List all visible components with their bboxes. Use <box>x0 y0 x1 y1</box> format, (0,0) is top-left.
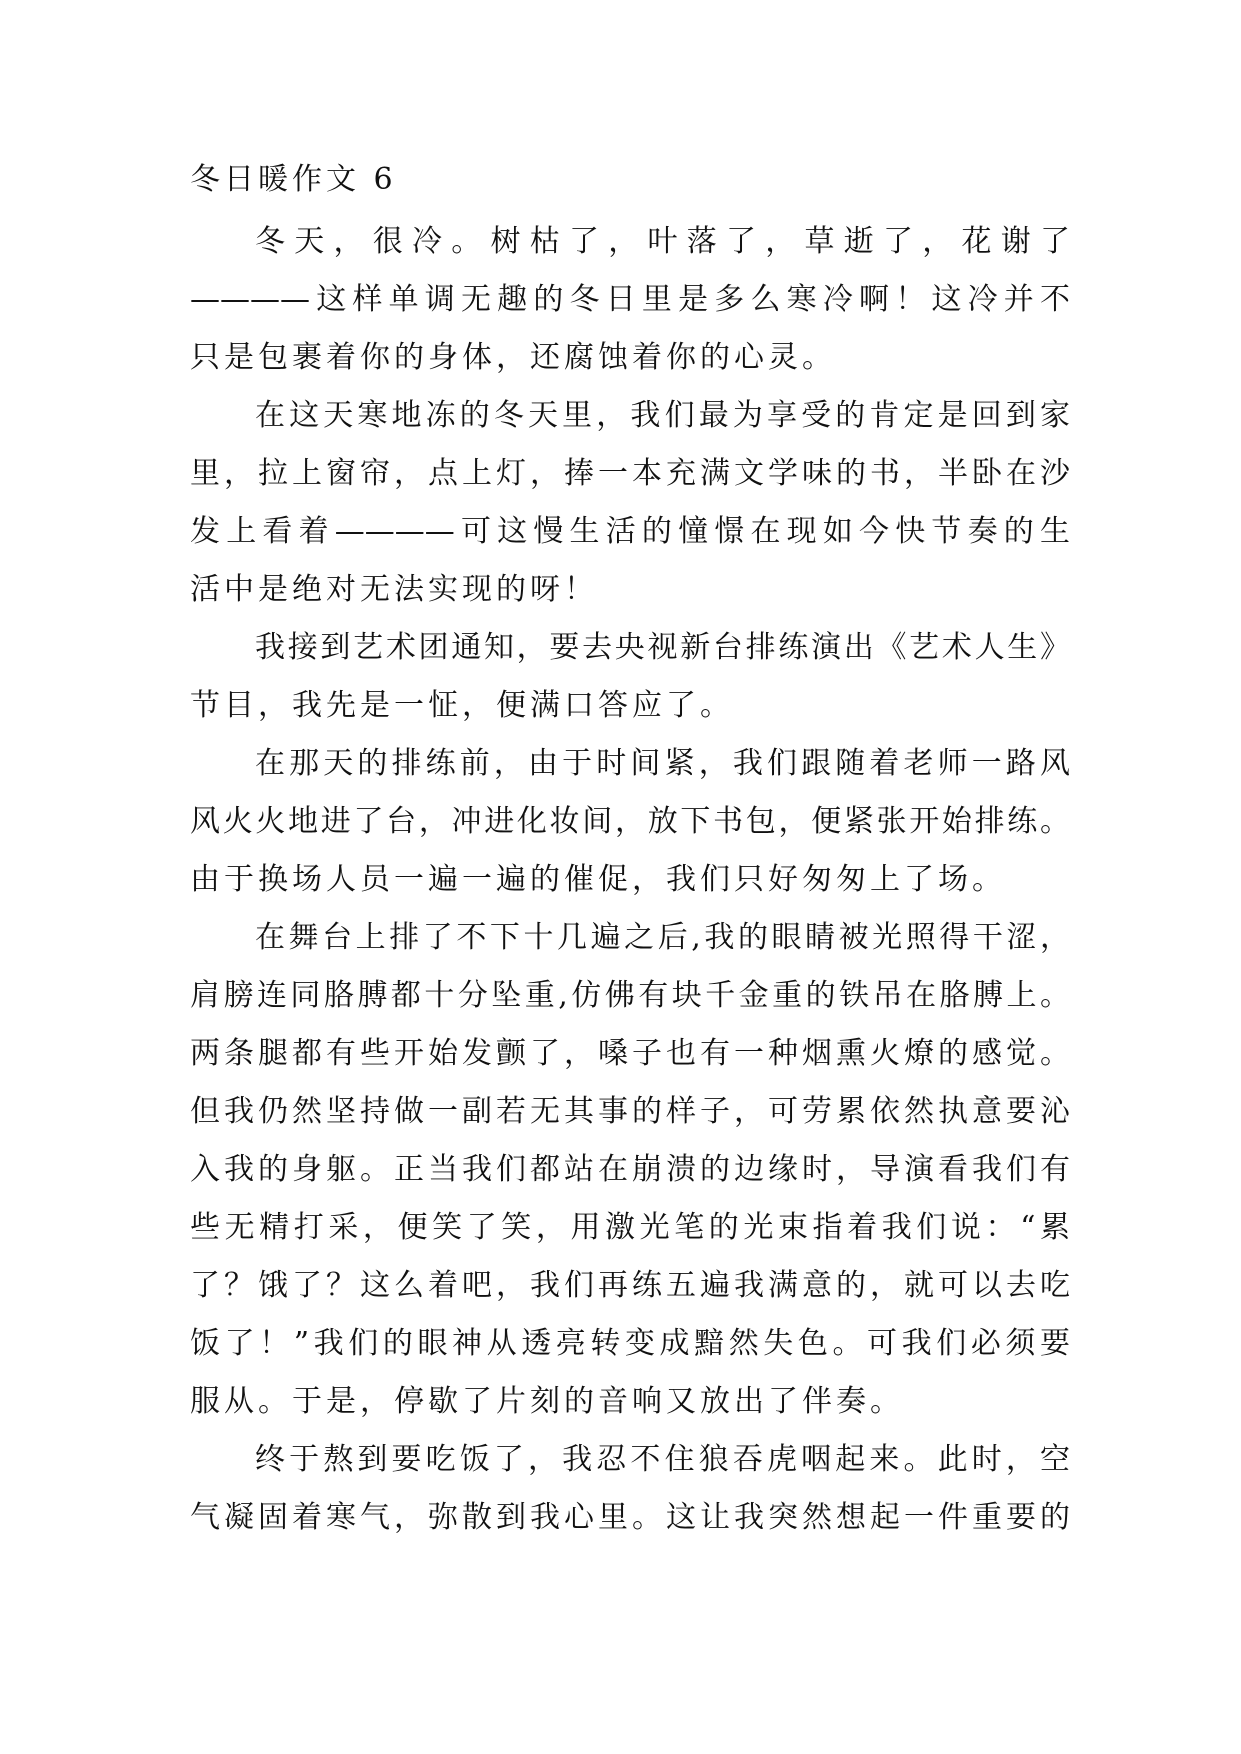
paragraph-line: 由于换场人员一遍一遍的催促，我们只好匆匆上了场。 <box>190 862 1006 897</box>
paragraph-line: 了？饿了？这么着吧，我们再练五遍我满意的，就可以去吃 <box>190 1268 1070 1303</box>
paragraph-line: 冬天，很冷。树枯了，叶落了，草逝了，花谢了 <box>255 224 1070 259</box>
paragraph-line: 发上看着————可这慢生活的憧憬在现如今快节奏的生 <box>190 514 1070 549</box>
document-title: 冬日暖作文 6 <box>190 162 397 197</box>
paragraph-line: 饭了！”我们的眼神从透亮转变成黯然失色。可我们必须要 <box>190 1326 1070 1361</box>
paragraph-line: 只是包裹着你的身体，还腐蚀着你的心灵。 <box>190 340 836 375</box>
paragraph-line: 在舞台上排了不下十几遍之后,我的眼睛被光照得干涩， <box>255 920 1070 955</box>
paragraph-line: 风火火地进了台，冲进化妆间，放下书包，便紧张开始排练。 <box>190 804 1070 839</box>
paragraph-line: 气凝固着寒气，弥散到我心里。这让我突然想起一件重要的 <box>190 1500 1070 1535</box>
paragraph-line: 两条腿都有些开始发颤了，嗓子也有一种烟熏火燎的感觉。 <box>190 1036 1070 1071</box>
paragraph-line: 入我的身躯。正当我们都站在崩溃的边缘时，导演看我们有 <box>190 1152 1070 1187</box>
paragraph-line: 节目，我先是一怔，便满口答应了。 <box>190 688 734 723</box>
paragraph-line: 终于熬到要吃饭了，我忍不住狼吞虎咽起来。此时，空 <box>255 1442 1070 1477</box>
paragraph-line: 我接到艺术团通知，要去央视新台排练演出《艺术人生》 <box>255 630 1070 665</box>
paragraph-line: 在这天寒地冻的冬天里，我们最为享受的肯定是回到家 <box>255 398 1070 433</box>
paragraph-line: 服从。于是，停歇了片刻的音响又放出了伴奏。 <box>190 1384 904 1419</box>
paragraph-line: 在那天的排练前，由于时间紧，我们跟随着老师一路风 <box>255 746 1070 781</box>
paragraph-line: 活中是绝对无法实现的呀！ <box>190 572 598 607</box>
paragraph-line: 些无精打采，便笑了笑，用激光笔的光束指着我们说：“累 <box>190 1210 1070 1245</box>
paragraph-line: 但我仍然坚持做一副若无其事的样子，可劳累依然执意要沁 <box>190 1094 1070 1129</box>
paragraph-line: 肩膀连同胳膊都十分坠重,仿佛有块千金重的铁吊在胳膊上。 <box>190 978 1070 1013</box>
paragraph-line: 里，拉上窗帘，点上灯，捧一本充满文学味的书，半卧在沙 <box>190 456 1070 491</box>
paragraph-line: ————这样单调无趣的冬日里是多么寒冷啊！这冷并不 <box>190 282 1070 317</box>
